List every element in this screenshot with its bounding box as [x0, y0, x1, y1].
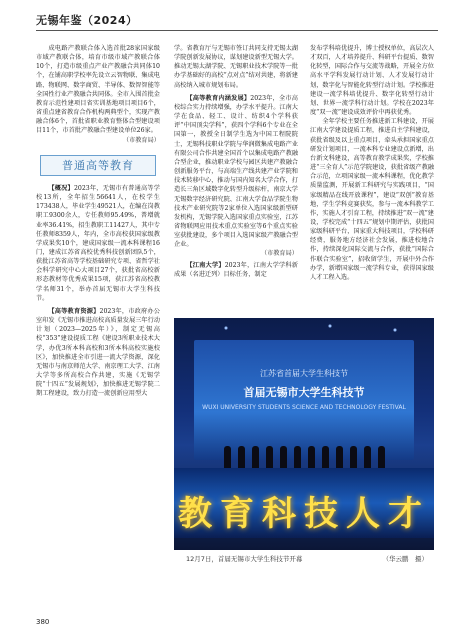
- entry-title: 【概况】: [48, 184, 74, 192]
- column-2: [174, 44, 298, 279]
- screen-english-title: WUXI UNIVERSITY STUDENTS SCIENCE AND TECHNOLOGY FESTIVAL: [202, 404, 406, 411]
- entry-text: 2023年，无锡市有普通高等学校13所，全年招生56641人，在校学生173438人，毕业学生49521人，在编在岗教职工9300余人，专任教师95.49%，普增就业率36.41%，招生教职工11427人，其中专任教师8359人，年内，全市高校获国家级教学成果奖10个，建成国家级一流本科课程16门，建成江苏省高校优秀科技创新团队5个，获批江苏省高等学校基础研究专项、省哲学社会科学研究中心大项目27个，获批省高校新形态教材等优秀成果15项，获江苏省高校教学名师31个，举办首届无锡市大学生科技节。: [36, 184, 160, 302]
- paragraph: 成电路产教联合体入选首批28家国家级市域产教联合体，培育市级市域产教联合体10个，打造市级重点产业产教融合共同体10个，在铺高职学校率先设立云智物联、集成电路、物联网、数字商贸、半导体、数智智能等全国性行业产教融合共同体。全市入围首批金教育示范性建项目省实训基地项目项目6个，省重点建省教育合作机构两典型个，实现产教融合体6个，首批省职业教育整体合型建设项目11个，市首批产教融合型建设单位26家。: [36, 45, 160, 135]
- event-photo: [174, 318, 434, 550]
- caption-text: 12月7日，首届无锡市大学生科技节开幕: [186, 555, 303, 563]
- source-note: （市教育局）: [122, 136, 160, 144]
- header-rule: [36, 30, 438, 31]
- section-heading: 普通高等教育: [40, 155, 156, 176]
- stage-slogan: 教育科技人才: [178, 494, 430, 534]
- screen-subtitle: 江苏省首届大学生科技节: [260, 369, 348, 378]
- source-note: （市教育局）: [260, 250, 298, 258]
- column-1: [36, 44, 160, 398]
- paragraph: [36, 184, 160, 303]
- paragraph: 发布学科培优提升，博士授权单位，高层次人才双百，人才培养提升、科研平台提质、数智化转型，国际合作与交流等战略，开展全方位高水平学科发展行动计划、人才发展行动计划，数字化与智能化转型行动计划。学校推进建设一流学科培优提升、数字化转型行动计划、世界一流学科行动计划。学校在2023年度“双一流”建设成效评价中再获优秀。: [310, 45, 434, 117]
- photo-lights: [174, 318, 434, 338]
- screen-title: 首届无锡市大学生科技节: [243, 386, 365, 399]
- entry-text: 2023年，全市高校综合实力持续增强，办学水平提升。江南大学在食品、轻工、设计、纺织4个学科获评“中国顶尖学科”，获四个学科6个专业在全国第一，教授全日制学生选为中国工程院院士，无锡科技职业学院与华润微集成电路产业有限公司合作共建全国首个以集成电路产教融合型企业，推动职业学校与园区共建产教融合创新服务平台，与高端生产线共建产业学院和技术转移中心，推动与国内知名大学合作，打造长三角区域数字化转型升级标杆，南京大学无锡数字经济研究院、江南大学食品学院生物技术产业研究院等2家单位入选国家级新型研发机构，无锡学院入选国家重点实验室，江苏省物联网应用技术重点实验室等6个重点实验室获批建设，多个项目入选国家级产教融合型企业。: [174, 94, 298, 249]
- paragraph: 学。省教育厅与无锡市签订共同支持无锡太湖学院创新发展协议，谋划建设新型无锡大学。推动无锡太湖学院、无锡职业技术学院等一批办学基础好的高校“点对点”结对共建，将新建高校纳入城市规划布局。: [174, 45, 298, 89]
- paragraph: [174, 261, 298, 279]
- entry-title: 【江南大学】: [186, 261, 225, 269]
- running-header: 无锡年鉴（2024）: [36, 14, 138, 27]
- paragraph: 全年学校主要任务推进新工科建设，开展江南大学建设提质工程，推进自主学科建设，获批省级及以上重点项目，牵头承担国家重点研发计划项目，一流本科专业建设点新增，出台新文科建设，高等教育教学成果奖，学校推进“三全育人”示范学院建设，获批省级产教融合示范，立项国家级一流本科课程，优化教学质量监测，开展新工科研究与实践项目，“国家级精品在线开放课程”，建设“双创”教育基地，学生学科竞赛获奖，参与一流本科教学工作，实施人才引育工程，持续推进“双一流”建设，学校完成“十四五”规划中期评估，获批国家级科研平台，国家重大科技项目，学校科研经费，服务地方经济社会发展，推进校地合作，持续深化国际交流与合作，获批“国际合作联合实验室”，招收留学生，开展中外合作办学，新增国家级一流学科专业，获得国家级人才工程入选。: [310, 118, 434, 281]
- paragraph: [174, 94, 298, 250]
- stage-screen: [194, 340, 414, 460]
- photo-credit: （华云鹏 摄）: [382, 555, 428, 563]
- paragraph: [36, 307, 160, 399]
- column-3: [310, 44, 434, 314]
- entry-text: 2023年，江南大学学科新成果（名进迁列）目标任务，制定: [174, 261, 298, 278]
- entry-title: 【高等教育内涵发展】: [186, 94, 251, 102]
- entry-title: 【高等教育资源】: [48, 307, 100, 315]
- page-number: 380: [36, 618, 50, 626]
- entry-text: 2023年，市政府办公室印发《无锡市推进高校高质量发展三年行动计划（2023—2025年）》，制定无锡高校“353”建设提质工程《建设3所职业技术大学，办优3所本科高校和3所本科高校实施校区》，加快推进全市引进一流大学资源，深化无锡市与南京师范大学、南京理工大学、江南大学等多所高校合作共建，实施《无锡学院“十四五”发展规划》，加快推进无锡学院二期工程建设，致力打造一流创新应用型大: [36, 307, 160, 398]
